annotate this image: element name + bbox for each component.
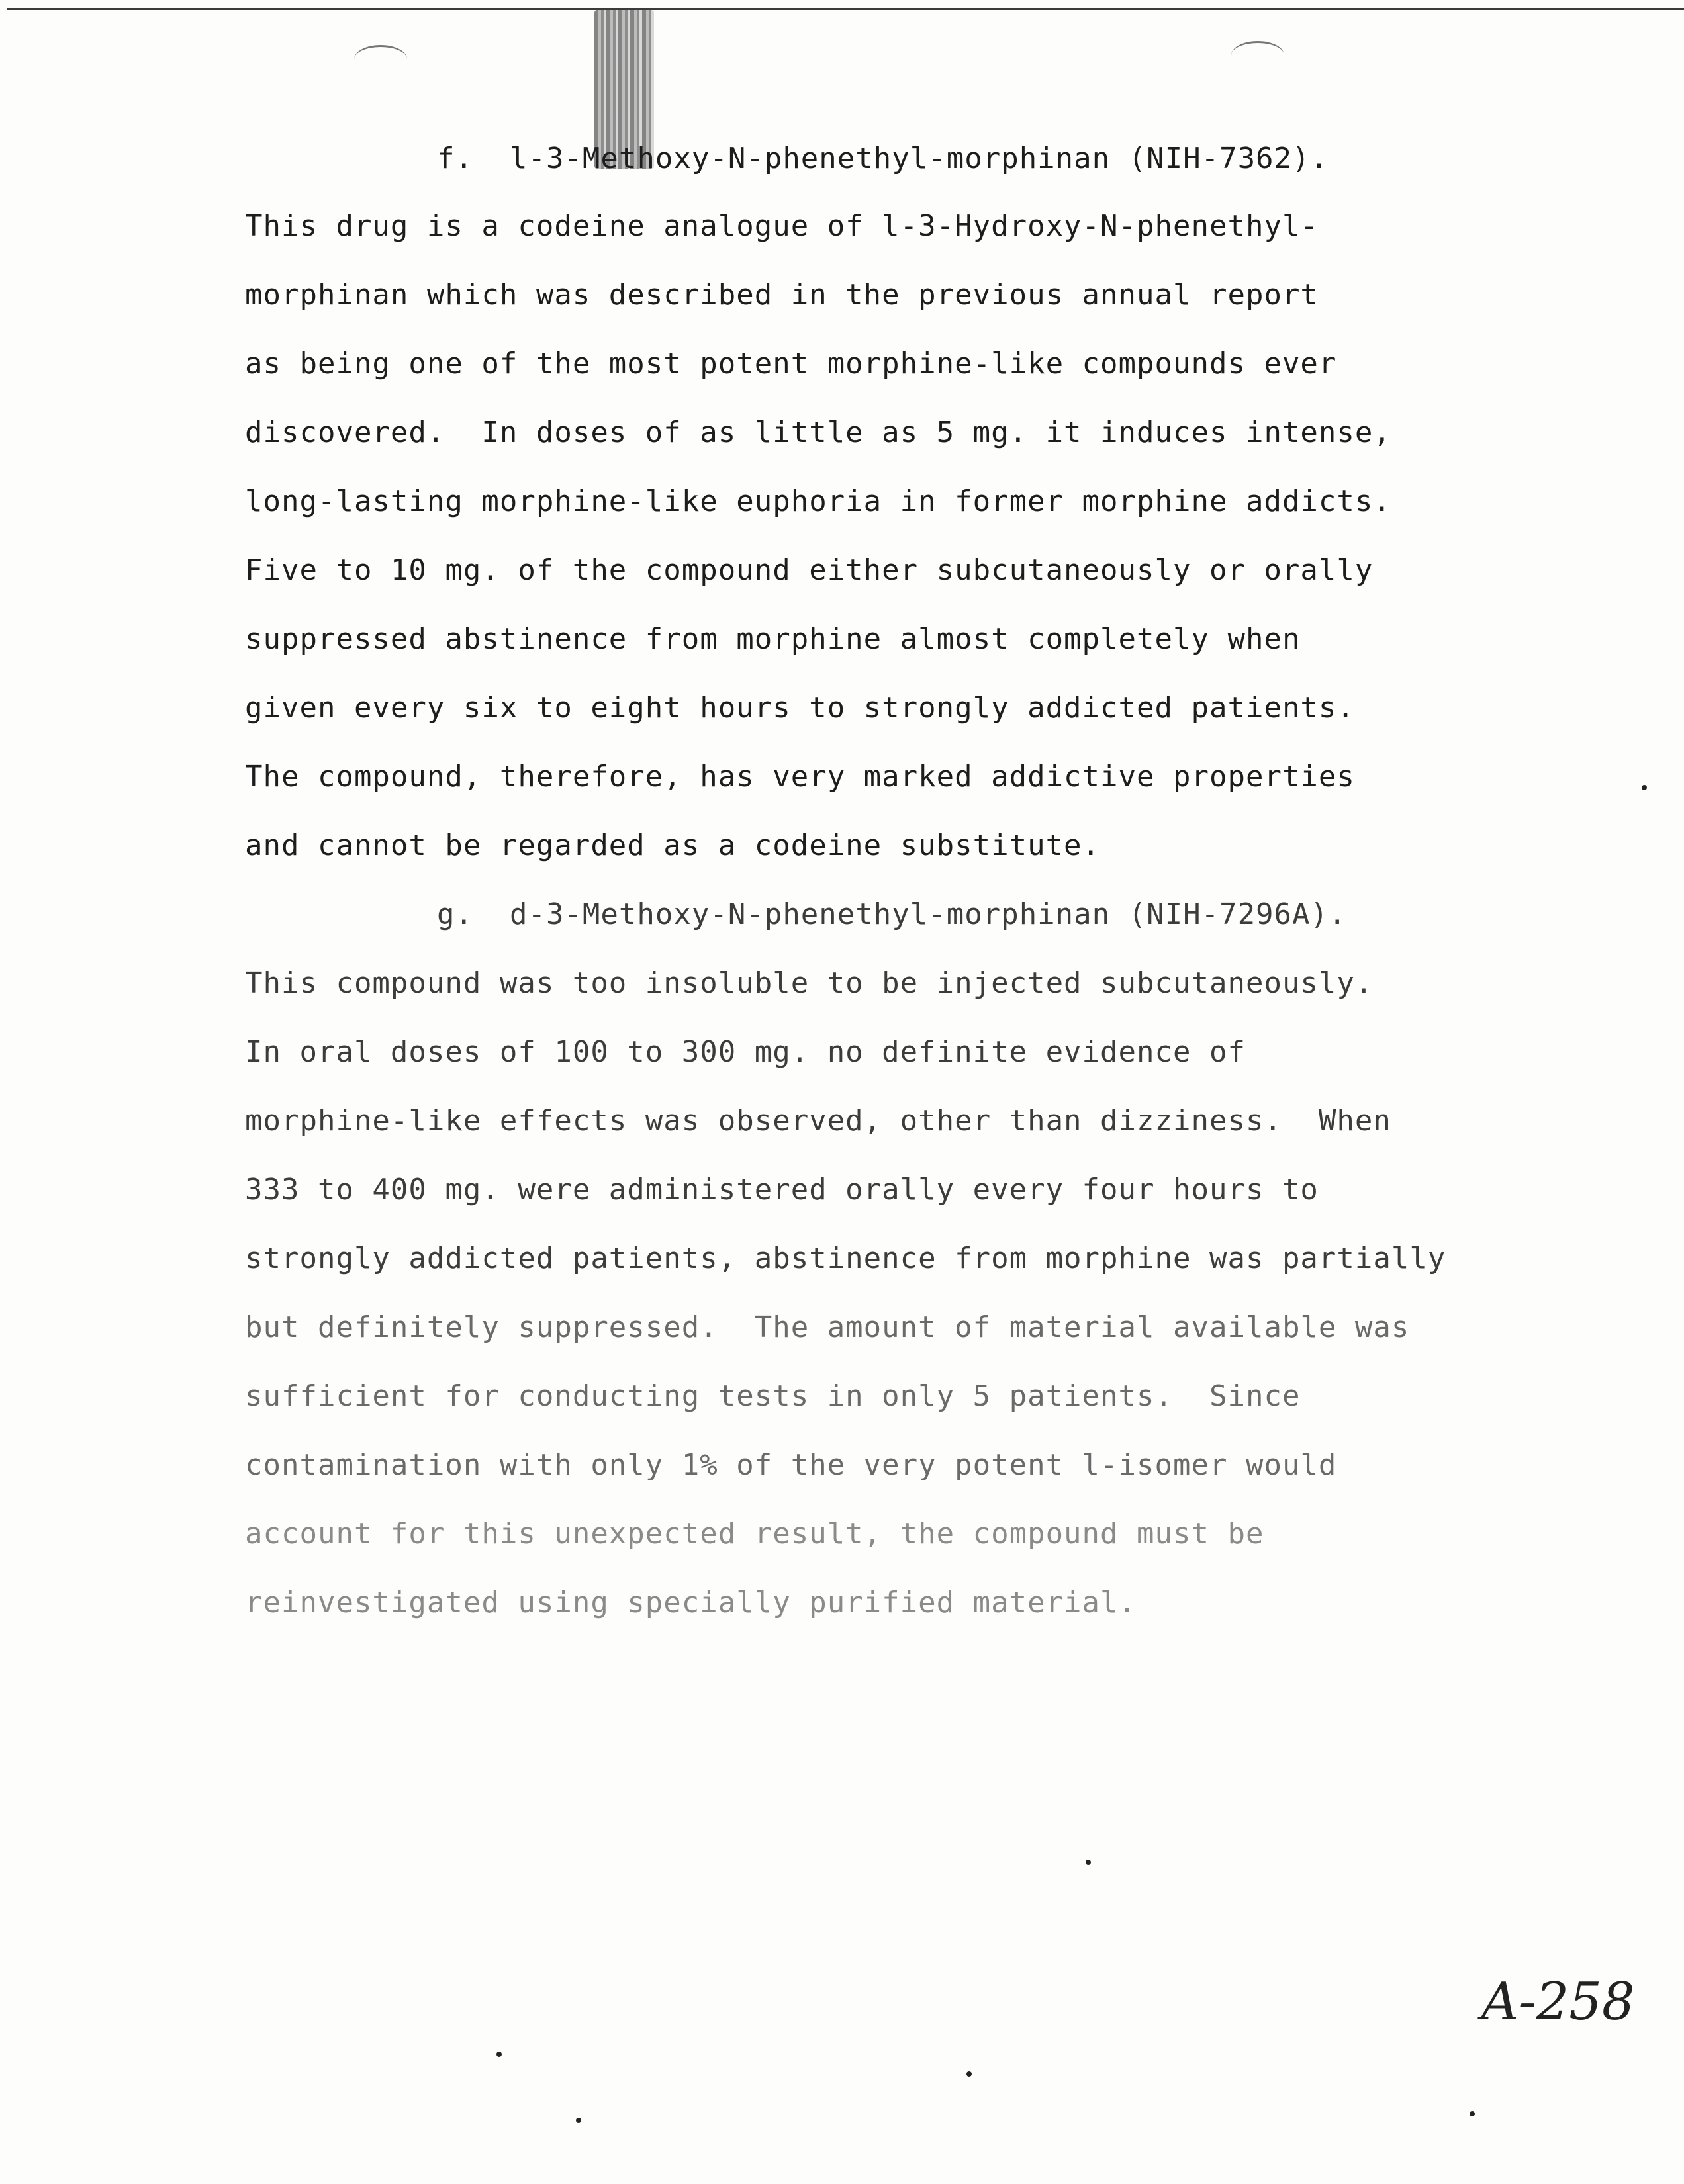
- text-line-4: as being one of the most potent morphine-like compounds ever: [245, 347, 1337, 381]
- text-line-3: morphinan which was described in the previous annual report: [245, 278, 1319, 312]
- text-line-20: contamination with only 1% of the very potent l-isomer would: [245, 1448, 1337, 1482]
- text-line-18: but definitely suppressed. The amount of material available was: [245, 1310, 1410, 1344]
- text-line-8: suppressed abstinence from morphine almost completely when: [245, 622, 1301, 656]
- text-line-13: This compound was too insoluble to be injected subcutaneously.: [245, 966, 1374, 1000]
- text-line-21: account for this unexpected result, the compound must be: [245, 1517, 1264, 1551]
- scan-speck: [1642, 785, 1647, 790]
- scan-speck: [1086, 1860, 1091, 1865]
- scan-speck: [496, 2052, 502, 2057]
- text-line-11: and cannot be regarded as a codeine substitute.: [245, 829, 1101, 862]
- text-line-22: reinvestigated using specially purified material.: [245, 1586, 1137, 1619]
- text-line-12: g. d-3-Methoxy-N-phenethyl-morphinan (NIH-7296A).: [437, 897, 1347, 931]
- text-line-9: given every six to eight hours to strongly addicted patients.: [245, 691, 1355, 725]
- scan-speck: [576, 2118, 581, 2123]
- scan-speck: [966, 2071, 972, 2077]
- text-line-10: The compound, therefore, has very marked addictive properties: [245, 760, 1355, 794]
- text-line-5: discovered. In doses of as little as 5 mg. it induces intense,: [245, 416, 1391, 449]
- text-line-1: f. l-3-Methoxy-N-phenethyl-morphinan (NIH-7362).: [437, 142, 1329, 175]
- text-line-7: Five to 10 mg. of the compound either subcutaneously or orally: [245, 553, 1374, 587]
- text-line-14: In oral doses of 100 to 300 mg. no definite evidence of: [245, 1035, 1246, 1069]
- scan-speck: [1470, 2111, 1475, 2116]
- text-line-15: morphine-like effects was observed, other than dizziness. When: [245, 1104, 1391, 1138]
- text-line-2: This drug is a codeine analogue of l-3-Hydroxy-N-phenethyl-: [245, 209, 1319, 243]
- text-line-16: 333 to 400 mg. were administered orally every four hours to: [245, 1173, 1319, 1206]
- text-line-17: strongly addicted patients, abstinence from morphine was partially: [245, 1242, 1446, 1275]
- text-line-6: long-lasting morphine-like euphoria in former morphine addicts.: [245, 484, 1391, 518]
- text-line-19: sufficient for conducting tests in only 5 patients. Since: [245, 1379, 1301, 1413]
- page-number: A-258: [1481, 1972, 1635, 2032]
